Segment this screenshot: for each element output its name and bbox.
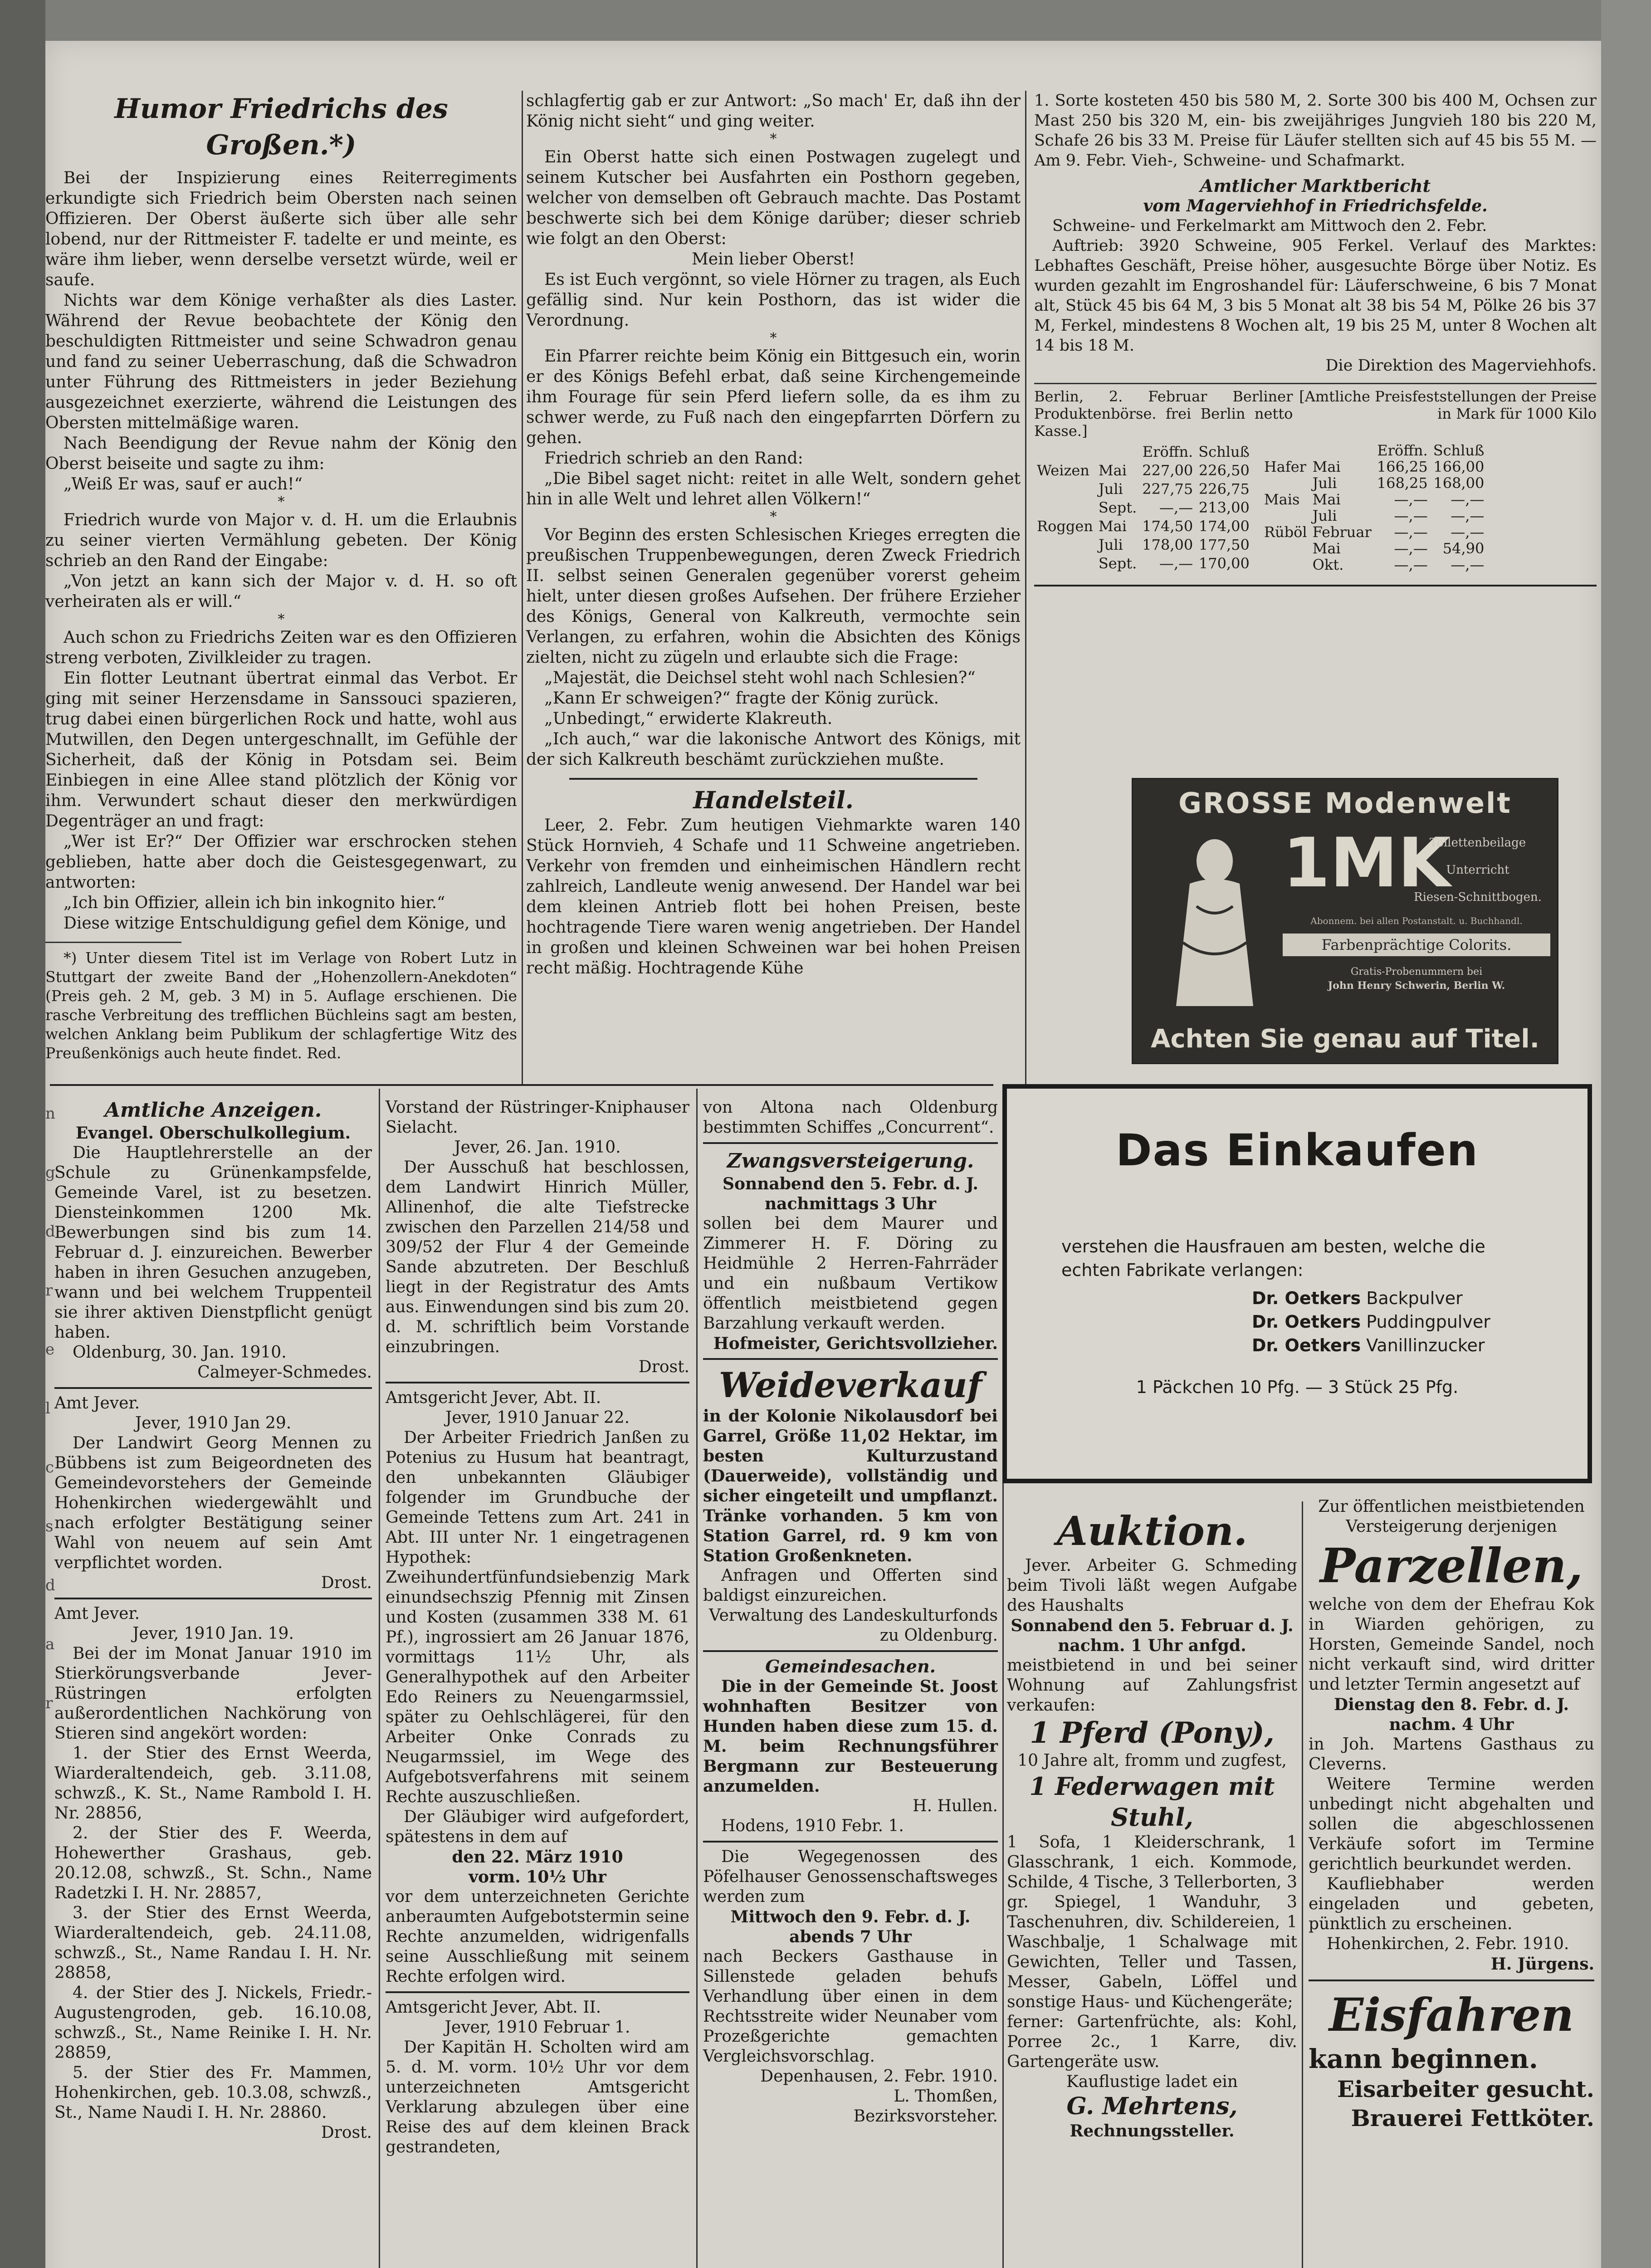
weideverkauf-signature: Verwaltung des Landeskulturfonds zu Oldenburg.: [708, 1606, 998, 1645]
page-divider: [50, 1084, 993, 1086]
parzellen-signature: H. Jürgens.: [1490, 1955, 1594, 1974]
opening-price: —,—: [1159, 555, 1193, 572]
commodity-label: [1034, 554, 1096, 573]
commodity-label: [1261, 540, 1310, 557]
berlin-header: [1034, 388, 1597, 440]
price-table-right: [1261, 442, 1487, 573]
humor-paragraph: Bei der Inspizierung eines Reiterregiments erkundigte sich Friedrich beim Obersten nach seinen Offizieren. Der Oberst äußerte sich über alle sehr lobend, nur der Rittmeister F. tadelte er und meinte, es wäre ihm lieber, wenn derselbe versetzt würde, weil er saufe.: [45, 169, 517, 289]
notice-rule: [703, 1142, 998, 1144]
commodity-label: [1261, 508, 1310, 524]
oetker-title: Das Einkaufen: [1115, 1125, 1479, 1176]
closing-price: 177,50: [1198, 536, 1250, 554]
amt-jever-signature: Drost.: [321, 2123, 372, 2142]
zwangsversteigerung-title: Zwangsversteigerung.: [727, 1149, 974, 1173]
humor-paragraph: Vor Beginn des ersten Schlesischen Krieges erregten die preußischen Truppenbewegungen, deren Zweck Friedrich II. selbst seinen Generalen gegenüber vorerst geheim hielt, unter diesen großes Aufsehen. Der frühere Erzieher des Königs, General von Kalkreuth, vermochte sein Verlangen, zu erfahren, wohin die Absichten des Königs zielten, nicht zu zügeln und erlaubte sich die Frage:: [526, 526, 1021, 667]
oberschulkollegium-date: Oldenburg, 30. Jan. 1910.: [73, 1343, 287, 1362]
commodity-label: Mais: [1264, 491, 1300, 508]
modenwelt-colorits: Farbenprächtige Colorits.: [1283, 934, 1550, 956]
eisfahren-text: Eisarbeiter gesucht.: [1337, 2076, 1594, 2102]
zwangsversteigerung-text: sollen bei dem Maurer und Zimmerer H. F. Döring zu Heidmühle 2 Herren-Fahrräder und ein nußbaum Vertikow öffentlich meistbietend gegen Barzahlung verkauft werden.: [703, 1214, 998, 1333]
oetker-brand: Dr. Oetkers: [1252, 1288, 1361, 1308]
price-table: [1034, 442, 1597, 573]
scan-edge-left: [0, 0, 45, 2268]
notice-rule: [54, 1598, 372, 1599]
amtsgericht-column: [386, 1098, 689, 2157]
price-table-header-cell: Eröffn.: [1377, 442, 1428, 459]
newspaper-page: [45, 41, 1601, 2268]
marktbericht-paragraph: Auftrieb: 3920 Schweine, 905 Ferkel. Verlauf des Marktes: Lebhaftes Geschäft, Preise höher, ausgesuchte Börge über Notiz. Es wurden gezahlt im Engroshandel für: Läuferschweine, 6 bis 7 Monat alt, Stück 45 bis 64 M, 3 bis 5 Monat alt 38 bis 54 M, Pölke 26 bis 37 M, Ferkel, mindestens 8 Wochen alt, 19 bis 25 M, unter 8 Wochen alt 14 bis 18 M.: [1034, 237, 1597, 355]
marktbericht-title: Amtlicher Marktbericht: [1200, 176, 1431, 196]
humor-quote: „Unbedingt,“ erwiderte Klakreuth.: [544, 709, 833, 728]
auktion-items: 1 Sofa, 1 Kleiderschrank, 1 Glasschrank, 1 eich. Kommode, Schilde, 4 Tische, 3 Tellerborten, 3 gr. Spiegel, 1 Wanduhr, 3 Taschenuhren, div. Schildereien, 1 Waschbalje, 1 Schalwage mit Gewichten, Teller und Tassen, Messer, Gabeln, Löffel und sonstige Haus- und Küchengeräte;: [1007, 1833, 1297, 2011]
price-table-row: [1034, 536, 1252, 554]
oetker-advertisement[interactable]: [1002, 1084, 1592, 1483]
sielacht-text: Der Ausschuß hat beschlossen, dem Landwirt Hinrich Müller, Allinenhof, die alte Tiefstrecke zwischen den Parzellen 214/58 und 309/52 der Flur 4 der Gemeinde Sande abzutreten. Der Beschluß liegt in der Registratur des Amts aus. Einwendungen sind bis zum 20. d. M. schriftlich beim Vorstande einzubringen.: [386, 1158, 689, 1356]
amtsgericht-text: vor dem unterzeichneten Gerichte anberaumten Aufgebotstermin seine Rechte anzumelden, widrigenfalls seine Ausschließung mit seinem Rechte erfolgen wird.: [386, 1887, 689, 1986]
delivery-month: Mai: [1098, 461, 1127, 479]
section-rule: [1034, 383, 1597, 384]
delivery-month: Februar: [1312, 523, 1372, 541]
price-table-row: [1034, 517, 1252, 536]
price-table-row: [1261, 524, 1487, 540]
wegegenossen-place-date: Depenhausen, 2. Febr. 1910.: [760, 2067, 998, 2086]
price-table-row: [1261, 508, 1487, 524]
opening-price: 227,00: [1142, 461, 1193, 479]
delivery-month: Juli: [1312, 507, 1337, 524]
zwangsversteigerung-date: Sonnabend den 5. Febr. d. J. nachmittags 3 Uhr: [723, 1174, 978, 1213]
oetker-product-name: Vanillinzucker: [1366, 1335, 1485, 1355]
amt-jever-date: Jever, 1910 Jan. 19.: [132, 1624, 294, 1643]
weideverkauf-text: in der Kolonie Nikolausdorf bei Garrel, Größe 11,02 Hektar, im besten Kulturzustand (Dauerweide), vollständig und sicher eingeteilt und umpflanzt. Tränke vorhanden. 5 km von Station Garrel, rd. 9 km von Station Großenkneten.: [703, 1407, 998, 1565]
parzellen-place-date: Hohenkirchen, 2. Febr. 1910.: [1327, 1935, 1569, 1953]
amtsgericht-date: Jever, 1910 Februar 1.: [444, 2018, 630, 2037]
price-table-header-row: [1034, 442, 1252, 461]
oetker-product: [1252, 1286, 1588, 1310]
closing-price: 174,00: [1198, 518, 1250, 535]
amtsgericht-heading: Amtsgericht Jever, Abt. II.: [386, 1998, 601, 2017]
modenwelt-feature: Toilettenbeilage: [1429, 836, 1526, 850]
column-rule: [1302, 1501, 1303, 2268]
opening-price: —,—: [1394, 507, 1428, 524]
parzellen-date: Dienstag den 8. Febr. d. J. nachm. 4 Uhr: [1334, 1695, 1569, 1734]
humor-letter: Es ist Euch vergönnt, so viele Hörner zu tragen, als Euch gefällig sind. Nur kein Posthorn, das ist wider die Verordnung.: [526, 270, 1021, 330]
opening-price: 174,50: [1142, 518, 1193, 535]
delivery-month: Juli: [1312, 474, 1337, 492]
oberschulkollegium-heading: Evangel. Oberschulkollegium.: [75, 1124, 351, 1143]
notice-rule: [1309, 1980, 1594, 1981]
humor-paragraph: Ein Pfarrer reichte beim König ein Bittgesuch ein, worin er des Königs Befehl erbat, daß seine Kirchengemeinde ihm Fourage für sein Pferd liefern solle, da es ihm zu schwer werde, zu Fuß nach den eingepfarrten Dörfern zu gehen.: [526, 347, 1021, 447]
auktion-text: Kauflustige ladet ein: [1066, 2072, 1238, 2091]
oberschulkollegium-signature: Calmeyer-Schmedes.: [197, 1363, 372, 1382]
wegegenossen-signature: L. Thomßen,: [894, 2087, 998, 2106]
humor-paragraph: Diese witzige Entschuldigung gefiel dem Könige, und: [64, 914, 507, 933]
oetker-product-name: Backpulver: [1366, 1288, 1463, 1308]
zwangsversteigerung-signature: Hofmeister, Gerichtsvollzieher.: [713, 1334, 998, 1353]
humor-quote: „Die Bibel saget nicht: reitet in alle Welt, sondern gehet hin in alle Welt und lehret allen Völkern!“: [526, 469, 1021, 508]
delivery-month: Juli: [1098, 536, 1123, 554]
commodity-label: [1261, 475, 1310, 491]
column-rule: [696, 1089, 698, 2268]
notice-rule: [54, 1387, 372, 1389]
weideverkauf-text: Anfragen und Offerten sind baldigst einzureichen.: [703, 1566, 998, 1605]
amt-jever-heading: Amt Jever.: [54, 1604, 140, 1623]
wegegenossen-date: Mittwoch den 9. Febr. d. J. abends 7 Uhr: [730, 1907, 971, 1946]
berlin-header-left: Berlin, 2. Februar Berliner Produktenbörse. frei Berlin netto Kasse.]: [1034, 388, 1293, 440]
humor-quote: „Ich bin Offizier, allein ich bin inkognito hier.“: [64, 894, 445, 912]
price-table-row: [1261, 540, 1487, 557]
delivery-month: Mai: [1312, 491, 1341, 508]
price-table-row: [1034, 461, 1252, 479]
modenwelt-gratis: [1283, 965, 1550, 992]
closing-price: 170,00: [1198, 555, 1250, 572]
eisfahren-signature: Brauerei Fettköter.: [1351, 2105, 1594, 2131]
parzellen-text: welche von dem der Ehefrau Kok in Wiarden gehörigen, zu Horsten, Gemeinde Sandel, noch nicht verkauft sind, wird dritter und letzter Termin angesetzt auf: [1309, 1595, 1594, 1694]
price-table-row: [1034, 554, 1252, 573]
commodity-label: Hafer: [1264, 458, 1306, 475]
opening-price: —,—: [1394, 556, 1428, 573]
modenwelt-title: GROSSE Modenwelt: [1178, 787, 1512, 820]
closing-price: 166,00: [1433, 458, 1485, 475]
opening-price: —,—: [1394, 523, 1428, 541]
handelsteil-title: Handelsteil.: [693, 787, 854, 814]
handel-column-3: [1034, 91, 1597, 587]
amt-jever-text: Der Landwirt Georg Mennen zu Bübbens ist zum Beigeordneten des Gemeindevorstehers der Gemeinde Hohenkirchen wiedergewählt und nach erfolgter Bestätigung seiner Wahl von neuem auf sein Amt verpflichtet worden.: [54, 1434, 372, 1572]
scan-edge-right: [1601, 0, 1651, 2268]
opening-price: —,—: [1394, 540, 1428, 557]
auktion-date: Sonnabend den 5. Februar d. J. nachm. 1 Uhr anfgd.: [1011, 1616, 1294, 1655]
column-rule: [522, 91, 523, 1084]
modenwelt-gratis-line: Gratis-Probenummern bei: [1350, 966, 1483, 978]
gemeindesachen-text: Die in der Gemeinde St. Joost wohnhaften Besitzer von Hunden haben diese zum 15. d. M. beim Rechnungsführer Bergmann zur Besteuerung anzumelden.: [703, 1677, 998, 1796]
parzellen-text: in Joh. Martens Gasthaus zu Cleverns.: [1309, 1735, 1594, 1774]
price-table-header-cell: [1310, 442, 1374, 459]
delivery-month: Sept.: [1098, 555, 1137, 572]
amtliche-anzeigen-title: Amtliche Anzeigen.: [104, 1099, 322, 1122]
humor-column-1: [45, 91, 517, 1063]
adjacent-page-strip: ngdrelcsdar: [45, 1105, 55, 1712]
price-table-header-cell: [1096, 442, 1139, 461]
gemeindesachen-signature: H. Hullen.: [913, 1797, 998, 1815]
commodity-label: [1034, 479, 1096, 498]
gemeindesachen-date: Hodens, 1910 Febr. 1.: [721, 1817, 904, 1835]
auktion-text: meistbietend in und bei seiner Wohnung auf Zahlungsfrist verkaufen:: [1007, 1656, 1297, 1715]
humor-paragraph: Friedrich wurde von Major v. d. H. um die Erlaubnis zu seiner vierten Vermählung gebeten. Der König schrieb an den Rand der Eingabe:: [45, 511, 517, 570]
price-table-header-cell: Schluß: [1433, 442, 1485, 459]
modenwelt-publisher: John Henry Schwerin, Berlin W.: [1328, 980, 1505, 992]
oetker-line: verstehen die Hausfrauen am besten, welche die: [1061, 1237, 1485, 1256]
humor-paragraph: schlagfertig gab er zur Antwort: „So mach' Er, daß ihn der König nicht sieht“ und ging weiter.: [526, 92, 1021, 131]
delivery-month: Mai: [1312, 458, 1341, 475]
opening-price: 227,75: [1142, 480, 1193, 498]
price-table-row: [1034, 498, 1252, 517]
oetker-product: [1252, 1310, 1588, 1334]
amt-jever-signature: Drost.: [321, 1574, 372, 1592]
auktion-text: Jever. Arbeiter G. Schmeding beim Tivoli läßt wegen Aufgabe des Haushalts: [1007, 1556, 1297, 1615]
auktion-title: Auktion.: [1056, 1507, 1248, 1554]
delivery-month: Mai: [1312, 540, 1341, 557]
parzellen-column: [1309, 1497, 1594, 2133]
amtliche-anzeigen-column: [54, 1098, 372, 2143]
modenwelt-advertisement[interactable]: [1132, 778, 1558, 1064]
schiff-text: von Altona nach Oldenburg bestimmten Schiffes „Concurrent“.: [703, 1098, 998, 1137]
amtsgericht-heading: Amtsgericht Jever, Abt. II.: [386, 1388, 601, 1407]
humor-letter-salutation: Mein lieber Oberst!: [691, 250, 855, 269]
humor-paragraph: Ein Oberst hatte sich einen Postwagen zugelegt und seinem Kutscher bei Ausfahrten ein Posthorn gegeben, welcher von demselben oft Gebrauch machte. Das Postamt beschwerte sich bei dem Könige darüber; dieser schrieb wie folgt an den Oberst:: [526, 148, 1021, 248]
oetker-brand: Dr. Oetkers: [1252, 1335, 1361, 1355]
section-rule: [569, 778, 977, 780]
amt-jever-text: Bei der im Monat Januar 1910 im Stierkörungsverbande Jever-Rüstringen erfolgten außerordentlichen Nachkörung von Stieren sind angekört worden:: [54, 1644, 372, 1743]
notice-rule: [703, 1358, 998, 1360]
handel-leer-continued: 1. Sorte kosteten 450 bis 580 M, 2. Sorte 300 bis 400 M, Ochsen zur Mast 250 bis 320 M, ein- bis zweijähriges Jungvieh 180 bis 220 M, Schafe 26 bis 33 M. Preise für Läufer stellten sich auf 45 bis 55 M. — Am 9. Febr. Vieh-, Schweine- und Schafmarkt.: [1034, 92, 1597, 170]
opening-price: 178,00: [1142, 536, 1193, 554]
footnote-rule: [45, 942, 181, 943]
opening-price: 168,25: [1377, 474, 1428, 492]
gemeindesachen-title: Gemeindesachen.: [765, 1656, 936, 1677]
modenwelt-price: 1MK: [1283, 824, 1451, 903]
humor-title: Humor Friedrichs des Großen.*): [114, 93, 448, 161]
amt-jever-date: Jever, 1910 Jan 29.: [135, 1414, 292, 1432]
opening-price: —,—: [1159, 499, 1193, 516]
stier-item: 1. der Stier des Ernst Weerda, Wiarderaltendeich, geb. 3.11.08, schwzß., K. St., Name Rambold I. H. Nr. 28856,: [54, 1744, 372, 1823]
wegegenossen-signature-title: Bezirksvorsteher.: [853, 2107, 998, 2126]
section-rule: [1034, 585, 1597, 587]
wegegenossen-text: Die Wegegenossen des Pöfelhauser Genossenschaftsweges werden zum: [703, 1848, 998, 1906]
delivery-month: Sept.: [1098, 499, 1137, 516]
price-table-row: [1034, 479, 1252, 498]
humor-quote: „Von jetzt an kann sich der Major v. d. H. so oft verheiraten als er will.“: [45, 572, 517, 611]
stier-item: 3. der Stier des Ernst Weerda, Wiarderaltendeich, geb. 24.11.08, schwzß., St., Name Randau I. H. Nr. 28858,: [54, 1904, 372, 1982]
closing-price: 213,00: [1198, 499, 1250, 516]
amtsgericht-text: Der Arbeiter Friedrich Janßen zu Potenius zu Husum hat beantragt, den unbekannten Gläubiger folgender im Grundbuche der Gemeinde Tettens zum Art. 241 in Abt. III unter Nr. 1 eingetragenen Hypothek: Zweihundertfünfundsiebenzig Mark einundsechszig Pfennig mit Zinsen und Kosten (zusammen 338 M. 61 Pf.), ingrossiert am 26 Januar 1876, vormittags 11½ Uhr, als Generalhypothek auf den Arbeiter Edo Reiners zu Neuengarmssiel, später zu Oehlschlägerei, für den Arbeiter Onke Conrads zu Neugarmssiel, im Wege des Aufgebotsverfahrens mit seinem Rechte auszuschließen.: [386, 1428, 689, 1806]
separator-asterisk: *: [278, 494, 285, 510]
oberschulkollegium-text: Die Hauptlehrerstelle an der Schule zu Grünenkampsfelde, Gemeinde Varel, ist zu besetzen. Diensteinkommen 1200 Mk. Bewerbungen sind bis zum 14. Februar d. J. einzureichen. Bewerber haben in ihren Gesuchen anzugeben, wann und bei welchem Truppenteil sie ihrer aktiven Dienstpflicht genügt haben.: [54, 1144, 372, 1342]
price-table-header-cell: [1034, 442, 1096, 461]
parzellen-text: Weitere Termine werden unbedingt nicht abgehalten und sollen die abgeschlossenen Verkäufe sofort im Termine gerichtlich beurkundet werden.: [1309, 1775, 1594, 1873]
separator-asterisk: *: [770, 509, 777, 525]
auktion-column: [1007, 1506, 1297, 2141]
auktion-wagen: 1 Federwagen mit Stuhl,: [1029, 1772, 1275, 1832]
eisfahren-subtitle: kann beginnen.: [1309, 2043, 1538, 2074]
opening-price: 166,25: [1377, 458, 1428, 475]
closing-price: 226,75: [1198, 480, 1250, 498]
humor-paragraph: Nach Beendigung der Revue nahm der König den Oberst beiseite und sagte zu ihm:: [45, 434, 517, 473]
commodity-label: [1261, 557, 1310, 573]
opening-price: —,—: [1394, 491, 1428, 508]
commodity-label: Rüböl: [1264, 523, 1307, 541]
price-table-row: [1261, 459, 1487, 475]
amtsgericht-term-date: den 22. März 1910: [452, 1848, 623, 1867]
price-table-header-cell: Eröffn.: [1142, 443, 1193, 460]
stier-item: 5. der Stier des Fr. Mammen, Hohenkirchen, geb. 10.3.08, schwzß., St., Name Naudi I. H. Nr. 28860.: [54, 2063, 372, 2122]
modenwelt-feature: Unterricht: [1446, 863, 1509, 877]
closing-price: —,—: [1451, 491, 1485, 508]
notice-rule: [703, 1650, 998, 1652]
closing-price: —,—: [1451, 523, 1485, 541]
auktion-pferd-details: 10 Jahre alt, fromm und zugfest,: [1017, 1751, 1287, 1770]
marktbericht-paragraph: Schweine- und Ferkelmarkt am Mittwoch den 2. Febr.: [1052, 217, 1487, 235]
price-table-header-row: [1261, 442, 1487, 459]
commodity-label: Weizen: [1037, 461, 1089, 479]
amtsgericht-date: Jever, 1910 Januar 22.: [445, 1408, 630, 1427]
auktion-signature-title: Rechnungssteller.: [1070, 2121, 1235, 2141]
humor-paragraph: Auch schon zu Friedrichs Zeiten war es den Offizieren streng verboten, Zivilkleider zu tragen.: [45, 628, 517, 667]
humor-paragraph: Ein flotter Leutnant übertrat einmal das Verbot. Er ging mit seiner Herzensdame in Sanssouci spazieren, trug dabei einen bürgerlichen Rock und hatte, wohl aus Mutwillen, den Degen untergeschnallt, im Gefühle der Sicherheit, daß der König in Potsdam sei. Beim Einbiegen in eine Allee stand plötzlich der König vor ihm. Verwundert schaut dieser den merkwürdigen Degenträger an und fragt:: [45, 669, 517, 831]
marktbericht-signature: Die Direktion des Magerviehhofs.: [1325, 357, 1597, 375]
sielacht-date: Jever, 26. Jan. 1910.: [454, 1138, 621, 1157]
humor-quote: „Majestät, die Deichsel steht wohl nach Schlesien?“: [544, 669, 976, 687]
humor-paragraph: Nichts war dem Könige verhaßter als dies Laster. Während der Revue beobachtete der König den beschuldigten Rittmeister und seine Schwadron genau und fand zu seiner Ueberraschung, daß die Schwadron unter Führung des Rittmeisters in jeder Beziehung ausgezeichnet exerzierte, während die Leistungen des Obersten mittelmäßige waren.: [45, 291, 517, 432]
price-table-row: [1261, 475, 1487, 491]
closing-price: —,—: [1451, 556, 1485, 573]
parzellen-title: Parzellen,: [1320, 1538, 1583, 1593]
humor-column-2: [526, 91, 1021, 978]
oetker-line: echten Fabrikate verlangen:: [1061, 1260, 1304, 1280]
closing-price: 54,90: [1442, 540, 1485, 557]
modenwelt-abonnement: Abonnem. bei allen Postanstalt. u. Buchhandl.: [1310, 915, 1523, 926]
humor-quote: „Ich auch,“ war die lakonische Antwort des Königs, mit der sich Kalkreuth beschämt zurückziehen mußte.: [526, 730, 1021, 769]
price-table-left: [1034, 442, 1252, 573]
delivery-month: Okt.: [1312, 556, 1344, 573]
zwangsversteigerung-column: [703, 1098, 998, 2126]
sielacht-heading: Vorstand der Rüstringer-Kniphauser Sielacht.: [386, 1098, 689, 1137]
delivery-month: Mai: [1098, 518, 1127, 535]
amtsgericht-text: Der Gläubiger wird aufgefordert, spätestens in dem auf: [386, 1808, 689, 1846]
commodity-label: [1034, 498, 1096, 517]
amtsgericht-text: Der Kapitän H. Scholten wird am 5. d. M. vorm. 10½ Uhr vor dem unterzeichneten Amtsgericht Verklarung abzulegen über eine Reise des auf dem kleinen Brack gestrandeten,: [386, 2038, 689, 2156]
humor-paragraph: Friedrich schrieb an den Rand:: [544, 449, 803, 468]
amt-jever-heading: Amt Jever.: [54, 1394, 140, 1413]
humor-quote: „Kann Er schweigen?“ fragte der König zurück.: [544, 689, 939, 708]
oetker-price: 1 Päckchen 10 Pfg. — 3 Stück 25 Pfg.: [1136, 1377, 1459, 1397]
auktion-items: ferner: Gartenfrüchte, als: Kohl, Porree 2c., 1 Karre, div. Gartengeräte usw.: [1007, 2013, 1297, 2071]
modenwelt-footer: Achten Sie genau auf Titel.: [1151, 1024, 1539, 1054]
column-rule: [1025, 91, 1026, 1084]
eisfahren-title: Eisfahren: [1329, 1988, 1574, 2042]
oetker-product: [1252, 1334, 1588, 1357]
auktion-signature: G. Mehrtens,: [1066, 2092, 1238, 2120]
delivery-month: Juli: [1098, 480, 1123, 498]
humor-quote: „Weiß Er was, sauf er auch!“: [64, 475, 303, 494]
oetker-brand: Dr. Oetkers: [1252, 1312, 1361, 1332]
column-rule: [379, 1089, 380, 2268]
notice-rule: [386, 1382, 689, 1383]
parzellen-intro: Zur öffentlichen meistbietenden Versteigerung derjenigen: [1318, 1497, 1585, 1536]
closing-price: 226,50: [1198, 461, 1250, 479]
separator-asterisk: *: [278, 611, 285, 627]
price-table-header-cell: [1261, 442, 1310, 459]
separator-asterisk: *: [770, 330, 777, 346]
price-table-row: [1261, 557, 1487, 573]
price-table-header-cell: Schluß: [1198, 443, 1250, 460]
humor-footnote: *) Unter diesem Titel ist im Verlage von Robert Lutz in Stuttgart der zweite Band der „Hohenzollern-Anekdoten“ (Preis geh. 2 M, geb. 3 M) in 5. Auflage erschienen. Die rasche Verbreitung des trefflichen Büchleins sagt am besten, welchen Anklang beim Publikum der schlagfertige Witz des Preußenkönigs auch heute findet. Red.: [45, 949, 517, 1062]
commodity-label: Roggen: [1037, 518, 1093, 535]
commodity-label: [1034, 536, 1096, 554]
notice-rule: [386, 1991, 689, 1993]
handel-leer-report: Leer, 2. Febr. Zum heutigen Viehmarkte waren 140 Stück Hornvieh, 4 Schafe und 11 Schweine angetrieben. Verkehr von fremden und einheimischen Händlern recht zahlreich, Landleute wenig anwesend. Der Handel war bei dem kleinen Antrieb flott bei hohen Preisen, beste hochtragende Tiere waren wenig angetrieben. Der Handel in großen und kleinen Schweinen war bei hohen Preisen recht mäßig. Hochtragende Kühe: [526, 816, 1021, 978]
marktbericht-subtitle: vom Magerviehhof in Friedrichsfelde.: [1143, 196, 1488, 215]
parzellen-text: Kaufliebhaber werden eingeladen und gebeten, pünktlich zu erscheinen.: [1309, 1875, 1594, 1933]
wegegenossen-text: nach Beckers Gasthause in Sillenstede geladen behufs Verhandlung über einen in dem Rechtsstreite wider Neunaber vom Prozeßgerichte gemachten Vergleichsvorschlag.: [703, 1947, 998, 2066]
modenwelt-features: [1405, 829, 1550, 911]
sielacht-signature: Drost.: [638, 1358, 689, 1376]
humor-quote: „Wer ist Er?“ Der Offizier war erschrocken stehen geblieben, hatte aber doch die Geistesgegenwart, zu antworten:: [45, 832, 517, 892]
lady-figure-illustration: [1147, 829, 1283, 1011]
modenwelt-feature: Riesen-Schnittbogen.: [1414, 890, 1542, 904]
weideverkauf-title: Weideverkauf: [718, 1365, 982, 1405]
separator-asterisk: *: [770, 131, 777, 147]
auktion-pferd: 1 Pferd (Pony),: [1030, 1716, 1275, 1750]
stier-item: 2. der Stier des F. Weerda, Hohewerther Grashaus, geb. 20.12.08, schwzß., St. Schn., Name Radetzki I. H. Nr. 28857,: [54, 1824, 372, 1902]
berlin-header-right: [Amtliche Preisfeststellungen der Preise in Mark für 1000 Kilo: [1299, 388, 1597, 422]
notice-rule: [703, 1841, 998, 1843]
closing-price: —,—: [1451, 507, 1485, 524]
oetker-product-name: Puddingpulver: [1366, 1312, 1490, 1332]
closing-price: 168,00: [1433, 474, 1485, 492]
amtsgericht-term-time: vorm. 10½ Uhr: [469, 1867, 606, 1887]
price-table-row: [1261, 491, 1487, 508]
stier-item: 4. der Stier des J. Nickels, Friedr.-Augustengroden, geb. 16.10.08, schwzß., St., Name Reinike I. H. Nr. 28859,: [54, 1984, 372, 2062]
